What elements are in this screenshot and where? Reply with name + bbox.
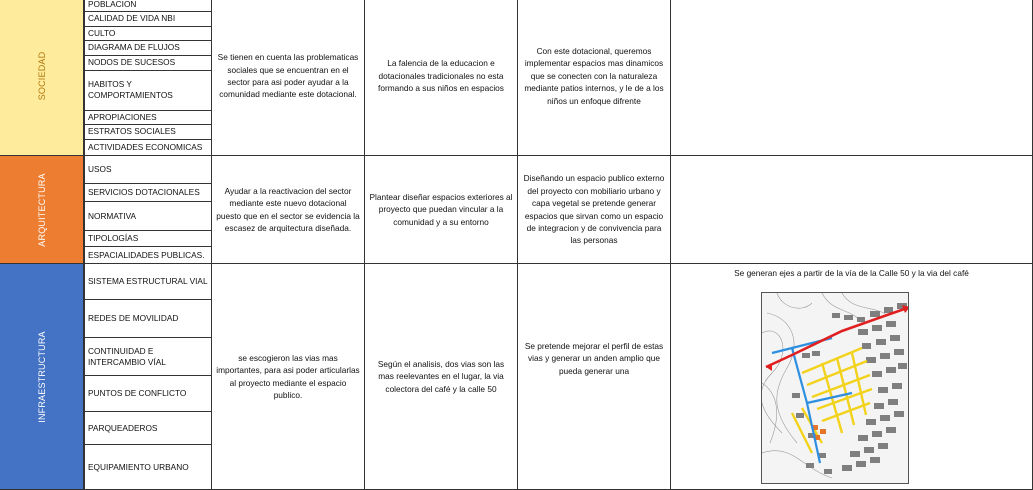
infraestructura-col4-text: Se generan ejes a partir de la vía de la Calle 50 y la via del café	[734, 268, 969, 278]
infraestructura-col2-text: Según el analisis, dos vias son las mas reelevantes en el lugar, la via colectora del café y la calle 50	[377, 358, 505, 394]
sociedad-col1-cell	[212, 0, 365, 156]
infraestructura-col1-text: se escogieron las vias mas importantes, para asi poder articularlas al proyecto mediante el espacio publico.	[216, 352, 360, 400]
subcategory-sociedad-6: APROPIACIONES	[84, 111, 212, 126]
category-label: ARQUITECTURA	[36, 172, 47, 247]
subcategory-sociedad-8: ACTIVIDADES ECONOMICAS	[84, 140, 212, 157]
subcategory-arquitectura-2: NORMATIVA	[84, 202, 212, 231]
infraestructura-col2-cell	[365, 264, 518, 490]
sociedad-col2-text: La falencia de la educacion e dotacionales tradicionales no esta formando a sus niños en espacios	[378, 58, 504, 94]
subcategory-sociedad-1: CALIDAD DE VIDA NBI	[84, 12, 212, 27]
arquitectura-col3-text: Diseñando un espacio publico externo del proyecto con mobiliario urbano y capa vegetal se pretende generar espacios que sirvan como un espacio de integracion y de convivencia para las personas	[523, 173, 665, 246]
category-infraestructura	[0, 264, 84, 490]
subcategory-sociedad-3: DIAGRAMA DE FLUJOS	[84, 41, 212, 56]
infraestructura-col1-cell	[212, 264, 365, 490]
arquitectura-col2-text: Plantear diseñar espacios exteriores al proyecto que puedan vincular a la comunidad y a su entorno	[369, 191, 513, 227]
arquitectura-col1-text: Ayudar a la reactivacion del sector mediante este nuevo dotacional puesto que en el sector se evidencia la escasez de arquitectura diseñada.	[216, 185, 360, 233]
subcategory-infraestructura-0: SISTEMA ESTRUCTURAL VIAL	[84, 264, 212, 300]
subcategory-sociedad-0: POBLACION	[84, 0, 212, 12]
category-label: SOCIEDAD	[36, 51, 47, 101]
subcategory-sociedad-5: HABITOS Y COMPORTAMIENTOS	[84, 71, 212, 111]
subcategory-arquitectura-4: ESPACIALIDADES PUBLICAS.	[84, 247, 212, 264]
subcategory-arquitectura-1: SERVICIOS DOTACIONALES	[84, 184, 212, 202]
subcategory-infraestructura-4: PARQUEADEROS	[84, 412, 212, 445]
road-network-map-icon	[762, 293, 909, 484]
subcategory-arquitectura-3: TIPOLOGÍAS	[84, 231, 212, 247]
infraestructura-col3-cell	[518, 264, 671, 490]
sociedad-col2-cell	[365, 0, 518, 156]
subcategory-infraestructura-5: EQUIPAMIENTO URBANO	[84, 445, 212, 490]
subcategory-sociedad-4: NODOS DE SUCESOS	[84, 56, 212, 71]
sociedad-col1-text: Se tienen en cuenta las problematicas sociales que se encuentran en el sector para asi poder ayudar a la comunidad mediante este dotacional.	[217, 52, 359, 100]
subcategory-infraestructura-3: PUNTOS DE CONFLICTO	[84, 376, 212, 412]
sociedad-col4-cell	[671, 0, 1033, 156]
arquitectura-col4-cell	[671, 156, 1033, 264]
category-arquitectura	[0, 156, 84, 264]
subcategory-arquitectura-0: USOS	[84, 156, 212, 184]
sociedad-col3-text: Con este dotacional, queremos implementar espacios mas dinamicos que se conecten con la naturaleza mediante patios internos, y le de a los niños un enfoque difrente	[524, 45, 664, 106]
subcategory-infraestructura-2: CONTINUIDAD E INTERCAMBIO VÍAL	[84, 338, 212, 376]
category-label: INFRAESTRUCTURA	[36, 330, 47, 423]
category-sociedad	[0, 0, 84, 156]
subcategory-sociedad-7: ESTRATOS SOCIALES	[84, 125, 212, 140]
subcategory-sociedad-2: CULTO	[84, 27, 212, 42]
road-network-map	[761, 292, 909, 484]
arquitectura-col3-cell	[518, 156, 671, 264]
arquitectura-col2-cell	[365, 156, 518, 264]
arquitectura-col1-cell	[212, 156, 365, 264]
subcategory-infraestructura-1: REDES DE MOVILIDAD	[84, 300, 212, 338]
sociedad-col3-cell	[518, 0, 671, 156]
infraestructura-col3-text: Se pretende mejorar el perfil de estas vias y generar un anden amplio que pueda generar una	[524, 341, 664, 376]
